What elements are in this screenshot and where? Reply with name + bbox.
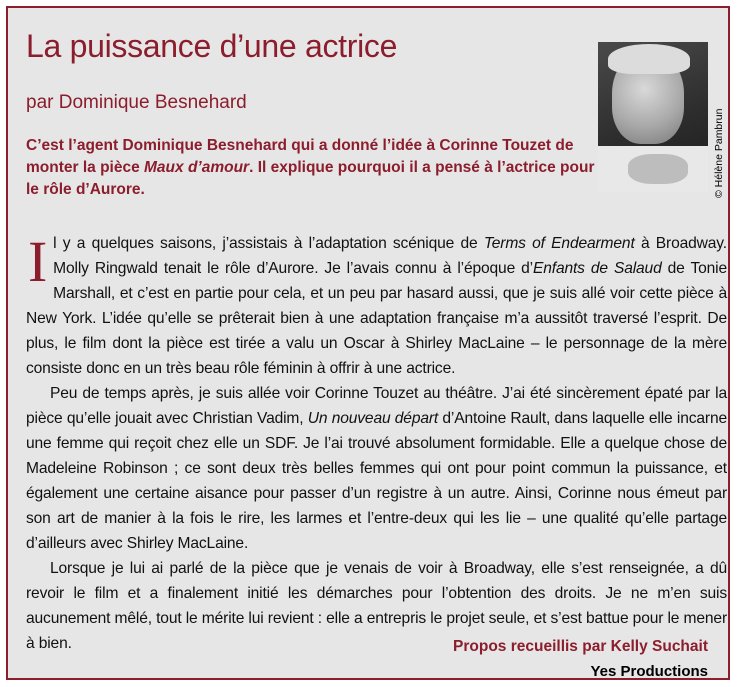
- organization-name: Yes Productions: [590, 663, 708, 680]
- article-title: La puissance d’une actrice: [26, 28, 398, 64]
- paragraph-1: [26, 231, 727, 381]
- intro-text-1: C’est l’agent Dominique Besnehard qui a donné l’idée à Corinne Touzet de monter la pièce: [26, 137, 574, 176]
- photo-hair: [608, 44, 690, 74]
- paragraph-2: [26, 381, 727, 556]
- work-title: Terms of Endearment: [483, 235, 635, 252]
- paragraph-text: à Broadway. Molly Ringwald tenait le rôle d’Aurore. Je l’avais connu à l’époque d’: [53, 235, 727, 277]
- work-title: Enfants de Salaud: [532, 260, 662, 277]
- paragraph-text: de Tonie Marshall, et c’est en partie pour cela, et un peu par hasard aussi, que je suis allé voir cette pièce à New York. L’idée qu’elle se prêterait bien à une adaptation française m’a aussitôt traversé l’esprit. De plus, le film dont la pièce est tirée a valu un Oscar à Shirley MacLaine – le personnage de la mère consiste donc en un très beau rôle féminin à offrir à une actrice.: [26, 260, 727, 377]
- article-intro: [26, 135, 596, 201]
- author-photo: [598, 42, 708, 192]
- work-title: Un nouveau départ: [307, 410, 439, 427]
- photo-hand: [628, 154, 688, 184]
- paragraph-text: d’Antoine Rault, dans laquelle elle incarne une femme qui reçoit chez elle un SDF. Je l’ai trouvé absolument formidable. Elle a quelque chose de Madeleine Robinson ; ce sont deux très belles femmes qui ont pour point commun la puissance, et également une certaine aisance pour passer d’un registre à un autre. Ainsi, Corinne nous émeut par son art de manier à la fois le rire, les larmes et l’entre-deux qui les lie – une qualité qu’elle partage d’ailleurs avec Shirley MacLaine.: [26, 410, 727, 552]
- intro-play-title: Maux d’amour: [144, 159, 250, 176]
- article-signature: Propos recueillis par Kelly Suchait: [453, 638, 708, 655]
- intro-text-2: . Il explique pourquoi il a pensé à l’actrice pour le rôle d’Aurore.: [26, 159, 595, 198]
- article-byline: par Dominique Besnehard: [26, 92, 247, 113]
- paragraph-text: l y a quelques saisons, j’assistais à l’adaptation scénique de: [53, 235, 484, 252]
- paragraph-text: Peu de temps après, je suis allée voir Corinne Touzet au théâtre. J’ai été sincèrement épaté par la pièce qu’elle jouait avec Christian Vadim,: [26, 385, 727, 427]
- photo-credit: © Hélène Pambrun: [713, 108, 725, 198]
- drop-cap: I: [28, 229, 48, 294]
- article-body: [26, 231, 727, 656]
- paragraph-text: Lorsque je lui ai parlé de la pièce que je venais de voir à Broadway, elle s’est renseignée, a dû revoir le film et a finalement initié les démarches pour l’obtention des droits. Je ne m’en suis aucunement mêlé, tout le mérite lui revient : elle a entrepris le projet seule, et s’est battue pour le mener à bien.: [26, 560, 727, 652]
- article-box: [6, 6, 730, 680]
